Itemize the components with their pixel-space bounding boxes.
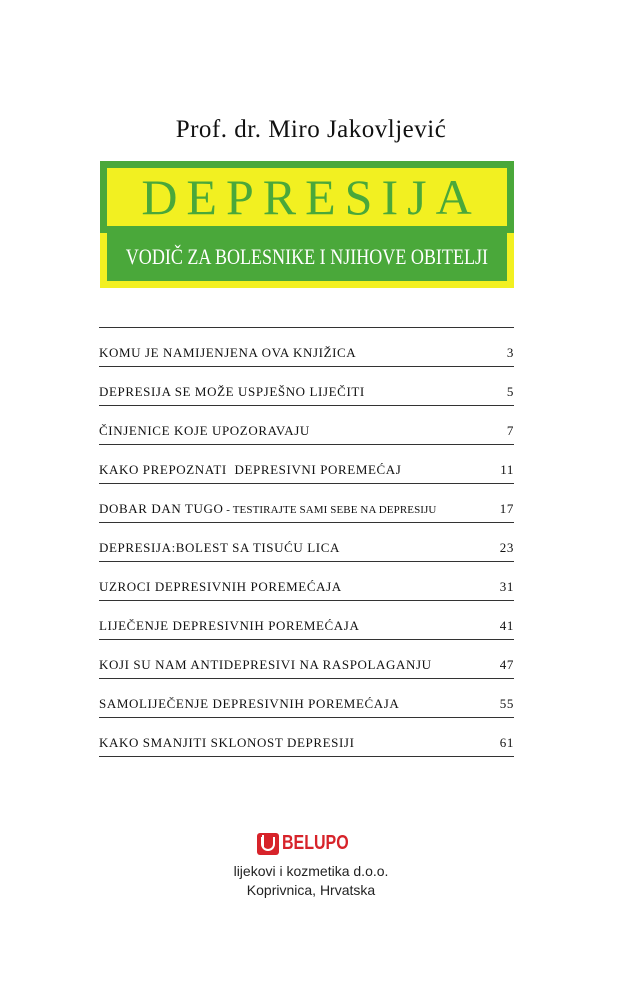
toc-label: KOMU JE NAMIJENJENA OVA KNJIŽICA	[99, 345, 357, 360]
toc-label: KAKO SMANJITI SKLONOST DEPRESIJI	[99, 735, 355, 750]
toc-label: DEPRESIJA SE MOŽE USPJEŠNO LIJEČITI	[99, 384, 365, 399]
toc-row	[99, 328, 514, 367]
title-banner	[100, 161, 514, 288]
book-title: DEPRESIJA	[141, 169, 481, 225]
toc-page-number: 7	[506, 423, 514, 438]
toc-label: KAKO PREPOZNATI DEPRESIVNI POREMEĆAJ	[99, 462, 402, 477]
toc-label-main: DOBAR DAN TUGO	[99, 501, 224, 516]
toc-label: DEPRESIJA:BOLEST SA TISUĆU LICA	[99, 540, 340, 555]
publisher-name: BELUPO	[281, 832, 349, 854]
toc-label-suffix: - TESTIRAJTE SAMI SEBE NA DEPRESIJU	[223, 504, 437, 516]
toc-row	[99, 367, 514, 406]
publisher-details	[0, 862, 622, 900]
subtitle-bar	[107, 233, 507, 281]
toc-label	[99, 501, 436, 517]
toc-row	[99, 640, 514, 679]
toc-row	[99, 445, 514, 484]
toc-page-number: 3	[506, 345, 514, 360]
toc-label: ČINJENICE KOJE UPOZORAVAJU	[99, 423, 310, 438]
toc-page-number: 17	[499, 501, 514, 516]
toc-label: LIJEČENJE DEPRESIVNIH POREMEĆAJA	[99, 618, 360, 633]
toc-row	[99, 484, 514, 523]
table-of-contents	[99, 327, 514, 757]
toc-label: KOJI SU NAM ANTIDEPRESIVI NA RASPOLAGANJU	[99, 657, 432, 672]
belupo-logo-icon	[257, 833, 279, 855]
toc-page-number: 41	[499, 618, 514, 633]
book-subtitle: VODIČ ZA BOLESNIKE I NJIHOVE OBITELJI	[125, 244, 489, 269]
publisher-line-2: Koprivnica, Hrvatska	[246, 882, 376, 898]
toc-page-number: 61	[499, 735, 514, 750]
toc-page-number: 47	[499, 657, 514, 672]
toc-page-number: 55	[499, 696, 514, 711]
toc-label: SAMOLIJEČENJE DEPRESIVNIH POREMEĆAJA	[99, 696, 400, 711]
toc-row	[99, 523, 514, 562]
author-name: Prof. dr. Miro Jakovljević	[175, 116, 447, 143]
toc-page-number: 31	[499, 579, 514, 594]
toc-page-number: 23	[499, 540, 514, 555]
toc-row	[99, 406, 514, 445]
toc-label: UZROCI DEPRESIVNIH POREMEĆAJA	[99, 579, 342, 594]
toc-row	[99, 562, 514, 601]
toc-row	[99, 601, 514, 640]
toc-page-number: 5	[506, 384, 514, 399]
title-inner-panel	[107, 168, 507, 226]
toc-row	[99, 679, 514, 718]
toc-page-number: 11	[500, 462, 514, 477]
publisher-line-1: lijekovi i kozmetika d.o.o.	[233, 863, 389, 879]
publisher-logo	[0, 832, 622, 855]
title-green-frame	[100, 161, 514, 233]
toc-row	[99, 718, 514, 757]
